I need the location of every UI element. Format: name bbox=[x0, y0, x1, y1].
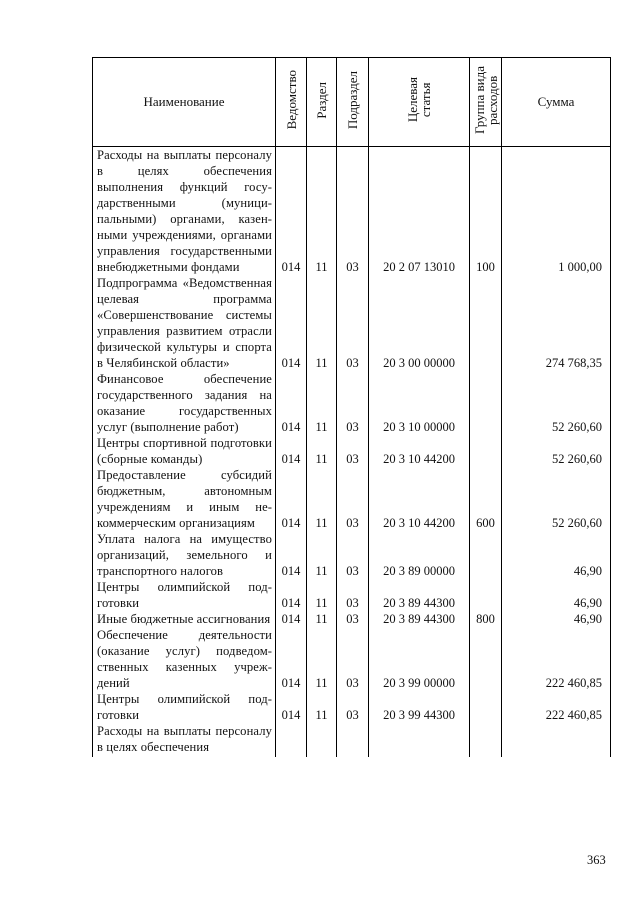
row-name-cell: Центры олимпийской подготовки bbox=[93, 579, 276, 611]
row-gruppa-cell bbox=[470, 579, 502, 611]
table-row bbox=[93, 691, 611, 723]
row-razdel-cell: 11 bbox=[307, 531, 337, 579]
row-vedomstvo-cell: 014 bbox=[276, 627, 307, 691]
page-number: 363 bbox=[587, 853, 606, 867]
row-podrazdel-cell: 03 bbox=[337, 275, 369, 371]
row-gruppa-cell bbox=[470, 723, 502, 757]
row-name-cell: Финансовое обеспечение государственного задания на оказание государственных услуг (выполнение работ) bbox=[93, 371, 276, 435]
table-row bbox=[93, 723, 611, 757]
table-row bbox=[93, 627, 611, 691]
row-name-cell: Уплата налога на имущество организаций, земельного и транспортного налогов bbox=[93, 531, 276, 579]
row-name-cell: Иные бюджетные ассигнования bbox=[93, 611, 276, 627]
row-podrazdel-cell bbox=[337, 723, 369, 757]
table-row bbox=[93, 467, 611, 531]
table-row bbox=[93, 435, 611, 467]
header-summa: Сумма bbox=[502, 58, 611, 147]
row-vedomstvo-cell: 014 bbox=[276, 467, 307, 531]
row-summa-cell: 222 460,85 bbox=[502, 691, 611, 723]
row-gruppa-cell bbox=[470, 531, 502, 579]
row-name-cell: Обеспечение деятельности (оказание услуг) подведомственных казенных учреждений bbox=[93, 627, 276, 691]
row-razdel-cell: 11 bbox=[307, 435, 337, 467]
row-gruppa-cell bbox=[470, 371, 502, 435]
row-celevaya-statya-cell: 20 3 89 44300 bbox=[369, 579, 470, 611]
row-celevaya-statya-cell: 20 3 89 44300 bbox=[369, 611, 470, 627]
row-razdel-cell: 11 bbox=[307, 579, 337, 611]
row-summa-cell: 52 260,60 bbox=[502, 467, 611, 531]
table-row bbox=[93, 147, 611, 276]
row-gruppa-cell bbox=[470, 435, 502, 467]
row-podrazdel-cell: 03 bbox=[337, 611, 369, 627]
row-summa-cell: 222 460,85 bbox=[502, 627, 611, 691]
row-celevaya-statya-cell: 20 3 10 00000 bbox=[369, 371, 470, 435]
row-razdel-cell: 11 bbox=[307, 611, 337, 627]
row-celevaya-statya-cell: 20 3 10 44200 bbox=[369, 435, 470, 467]
row-podrazdel-cell: 03 bbox=[337, 435, 369, 467]
row-name-cell: Центры олимпийской подготовки bbox=[93, 691, 276, 723]
row-podrazdel-cell: 03 bbox=[337, 531, 369, 579]
row-vedomstvo-cell: 014 bbox=[276, 371, 307, 435]
header-celevaya-statya: Целевая статья bbox=[369, 58, 470, 147]
row-gruppa-cell: 800 bbox=[470, 611, 502, 627]
row-celevaya-statya-cell: 20 3 99 00000 bbox=[369, 627, 470, 691]
row-celevaya-statya-cell: 20 2 07 13010 bbox=[369, 147, 470, 276]
row-podrazdel-cell: 03 bbox=[337, 371, 369, 435]
header-name: Наименование bbox=[93, 58, 276, 147]
row-summa-cell: 1 000,00 bbox=[502, 147, 611, 276]
row-vedomstvo-cell: 014 bbox=[276, 611, 307, 627]
row-razdel-cell: 11 bbox=[307, 147, 337, 276]
row-name-cell: Подпрограмма «Ведомственная целевая программа «Совершенствование системы управления развитием отрасли физической культуры и спорта в Челябинской области» bbox=[93, 275, 276, 371]
budget-table bbox=[92, 57, 611, 757]
row-summa-cell: 52 260,60 bbox=[502, 435, 611, 467]
row-name-cell: Расходы на выплаты персоналу в целях обеспечения bbox=[93, 723, 276, 757]
row-gruppa-cell bbox=[470, 691, 502, 723]
row-razdel-cell bbox=[307, 723, 337, 757]
row-vedomstvo-cell: 014 bbox=[276, 147, 307, 276]
row-razdel-cell: 11 bbox=[307, 467, 337, 531]
row-gruppa-cell bbox=[470, 627, 502, 691]
row-gruppa-cell bbox=[470, 275, 502, 371]
row-name-cell: Расходы на выплаты персоналу в целях обеспечения выполнения функций государственными (муниципальными) органами, казенными учреждениями, органами управления государственными внебюджетными фондами bbox=[93, 147, 276, 276]
row-name-cell: Центры спортивной подготовки (сборные команды) bbox=[93, 435, 276, 467]
row-razdel-cell: 11 bbox=[307, 627, 337, 691]
table-header-row bbox=[93, 58, 611, 147]
row-razdel-cell: 11 bbox=[307, 371, 337, 435]
row-celevaya-statya-cell: 20 3 00 00000 bbox=[369, 275, 470, 371]
row-vedomstvo-cell: 014 bbox=[276, 275, 307, 371]
header-razdel: Раздел bbox=[307, 58, 337, 147]
row-vedomstvo-cell: 014 bbox=[276, 435, 307, 467]
row-podrazdel-cell: 03 bbox=[337, 627, 369, 691]
row-podrazdel-cell: 03 bbox=[337, 579, 369, 611]
table-row bbox=[93, 611, 611, 627]
row-summa-cell bbox=[502, 723, 611, 757]
row-podrazdel-cell: 03 bbox=[337, 691, 369, 723]
row-gruppa-cell: 600 bbox=[470, 467, 502, 531]
table-row bbox=[93, 275, 611, 371]
row-name-cell: Предоставление субсидий бюджетным, автономным учреждениям и иным некоммерческим организациям bbox=[93, 467, 276, 531]
header-gruppa-vida-raskhodov: Группа вида расходов bbox=[470, 58, 502, 147]
row-razdel-cell: 11 bbox=[307, 275, 337, 371]
table-row bbox=[93, 371, 611, 435]
row-podrazdel-cell: 03 bbox=[337, 467, 369, 531]
row-vedomstvo-cell: 014 bbox=[276, 531, 307, 579]
row-summa-cell: 52 260,60 bbox=[502, 371, 611, 435]
row-razdel-cell: 11 bbox=[307, 691, 337, 723]
row-celevaya-statya-cell: 20 3 99 44300 bbox=[369, 691, 470, 723]
row-podrazdel-cell: 03 bbox=[337, 147, 369, 276]
header-podrazdel: Подраздел bbox=[337, 58, 369, 147]
row-celevaya-statya-cell: 20 3 10 44200 bbox=[369, 467, 470, 531]
row-celevaya-statya-cell bbox=[369, 723, 470, 757]
header-vedomstvo: Ведомство bbox=[276, 58, 307, 147]
table-row bbox=[93, 531, 611, 579]
row-gruppa-cell: 100 bbox=[470, 147, 502, 276]
row-vedomstvo-cell: 014 bbox=[276, 579, 307, 611]
row-celevaya-statya-cell: 20 3 89 00000 bbox=[369, 531, 470, 579]
table-row bbox=[93, 579, 611, 611]
row-vedomstvo-cell bbox=[276, 723, 307, 757]
row-summa-cell: 46,90 bbox=[502, 579, 611, 611]
row-summa-cell: 46,90 bbox=[502, 611, 611, 627]
row-summa-cell: 274 768,35 bbox=[502, 275, 611, 371]
row-vedomstvo-cell: 014 bbox=[276, 691, 307, 723]
row-summa-cell: 46,90 bbox=[502, 531, 611, 579]
